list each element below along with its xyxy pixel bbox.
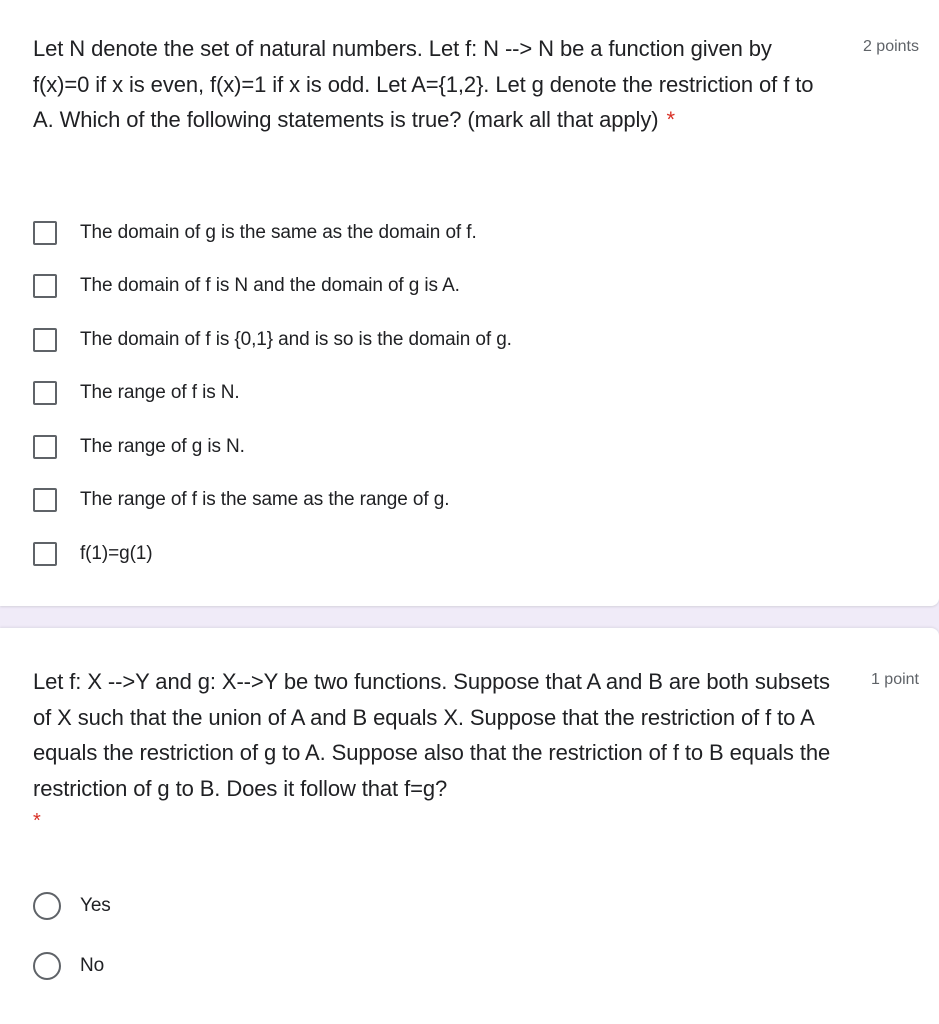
question-card-2: [0, 628, 939, 1024]
question-text: Let f: X -->Y and g: X-->Y be two functions. Suppose that A and B are both subsets of X such that the union of A and B equals X. Suppose that the restriction of f to A equals the restriction of g to A. Suppose also that the restriction of f to B equals the restriction of g to B. Does it follow that f=g?: [33, 669, 831, 801]
checkbox-option[interactable]: [33, 367, 919, 421]
points-label: 1 point: [870, 671, 919, 688]
checkbox-icon[interactable]: [33, 488, 57, 512]
radio-icon[interactable]: [33, 952, 61, 980]
question-header: [33, 31, 919, 138]
checkbox-option[interactable]: [33, 206, 919, 260]
option-label: The domain of f is {0,1} and is so is the domain of g.: [80, 328, 512, 350]
checkbox-icon[interactable]: [33, 274, 57, 298]
option-label: Yes: [80, 895, 111, 916]
checkbox-option[interactable]: [33, 313, 919, 367]
checkbox-option[interactable]: [33, 474, 919, 528]
question-header: [33, 664, 919, 836]
checkbox-icon[interactable]: [33, 328, 57, 352]
option-label: f(1)=g(1): [80, 542, 153, 564]
checkbox-option[interactable]: [33, 527, 919, 581]
points-label: 2 points: [862, 38, 919, 55]
option-label: The range of g is N.: [80, 435, 245, 457]
option-label: The domain of f is N and the domain of g is A.: [80, 275, 460, 297]
radio-icon[interactable]: [33, 892, 61, 920]
option-label: The domain of g is the same as the domain of f.: [80, 221, 477, 243]
option-label: No: [80, 955, 105, 976]
checkbox-option[interactable]: [33, 420, 919, 474]
option-label: The range of f is the same as the range of g.: [80, 489, 450, 511]
required-asterisk: *: [33, 810, 41, 832]
question-title: [33, 664, 833, 836]
checkbox-option[interactable]: [33, 260, 919, 314]
question-text: Let N denote the set of natural numbers. Let f: N --> N be a function given by f(x)=0 if x is even, f(x)=1 if x is odd. Let A={1,2}. Let g denote the restriction of f to A. Which of the following statements is true? (mark all that apply): [33, 36, 814, 132]
checkbox-icon[interactable]: [33, 381, 57, 405]
radio-option-no[interactable]: [33, 936, 919, 996]
checkbox-options: [33, 206, 919, 581]
question-title: [33, 31, 833, 138]
option-label: The range of f is N.: [80, 382, 240, 404]
radio-option-yes[interactable]: [33, 876, 919, 936]
checkbox-icon[interactable]: [33, 435, 57, 459]
required-asterisk: *: [666, 107, 675, 132]
radio-options: [33, 876, 919, 996]
checkbox-icon[interactable]: [33, 221, 57, 245]
checkbox-icon[interactable]: [33, 542, 57, 566]
